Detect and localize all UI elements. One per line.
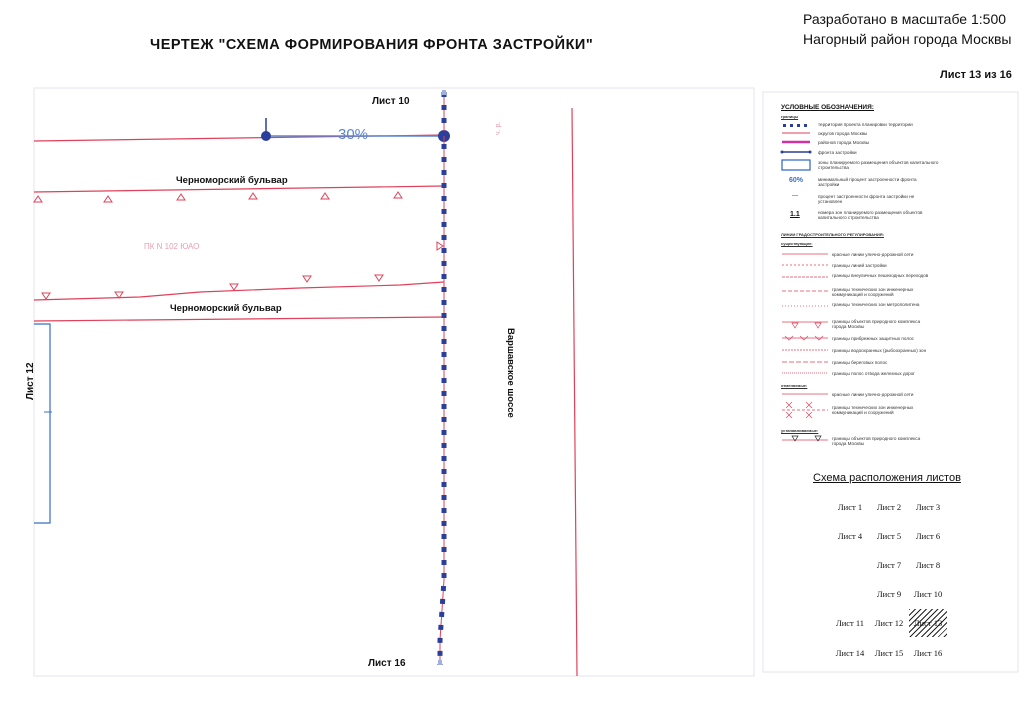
legend-section-established: устанавливаемые: bbox=[781, 428, 819, 433]
legend-reg-item: красные линии улично-дорожной сети bbox=[832, 252, 914, 257]
sheet-scheme-grid bbox=[831, 493, 950, 669]
legend-symbol-front bbox=[781, 151, 812, 154]
legend-item: округов города Москвы bbox=[818, 131, 868, 136]
sheet-number: Лист 13 из 16 bbox=[940, 69, 1012, 81]
legend-reg-item: границы прибрежных защитных полос bbox=[832, 336, 914, 341]
sheet-cell: Лист 9 bbox=[876, 589, 902, 599]
legend-item: минимальный процент застроенности фронта застройки bbox=[818, 177, 917, 188]
map-frame bbox=[34, 88, 754, 676]
legend-reg-item: границы береговых полос bbox=[832, 360, 888, 365]
red-line-boulevard-upper bbox=[34, 186, 444, 192]
legend-group-boundaries: границы bbox=[781, 114, 799, 119]
pk-label: ПК N 102 ЮАО bbox=[144, 242, 200, 251]
red-line-lower bbox=[34, 317, 444, 321]
sheet-scheme-title: Схема расположения листов bbox=[813, 472, 961, 484]
legend-symbols bbox=[781, 124, 829, 441]
planning-territory-boundary bbox=[440, 92, 444, 665]
legend-reg-item: границы технических зон инженерных коммуникаций и сооружений bbox=[832, 287, 914, 298]
legend-item: районов города Москвы bbox=[818, 140, 870, 145]
legend-symbol-territory bbox=[783, 124, 807, 127]
drawing-title: ЧЕРТЕЖ "СХЕМА ФОРМИРОВАНИЯ ФРОНТА ЗАСТРОЙКИ" bbox=[150, 37, 594, 53]
legend-title: УСЛОВНЫЕ ОБОЗНАЧЕНИЯ: bbox=[781, 104, 874, 111]
legend-est-item: границы объектов природного комплекса города Москвы bbox=[832, 436, 921, 447]
legend-reg-item: границы внеуличных пешеходных переходов bbox=[832, 273, 929, 278]
red-line-highway-east bbox=[572, 108, 577, 676]
boundary-end-top bbox=[442, 90, 446, 95]
legend-item: фронта застройки bbox=[818, 150, 857, 155]
nature-boundary-upper-marks bbox=[34, 192, 443, 250]
legend-cancel-item: границы технических зон инженерных коммуникаций и сооружений bbox=[832, 405, 914, 416]
sheet-cell: Лист 5 bbox=[876, 531, 902, 541]
legend-number-sample: 1.1 bbox=[790, 211, 800, 218]
legend-section-regulation: ЛИНИИ ГРАДОСТРОИТЕЛЬНОГО РЕГУЛИРОВАНИЯ: bbox=[781, 232, 884, 237]
sheet-cell: Лист 1 bbox=[837, 502, 863, 512]
small-mark: ч. р. bbox=[495, 121, 502, 135]
sheet-cell: Лист 6 bbox=[915, 531, 941, 541]
legend-percent-sample: 60% bbox=[789, 177, 804, 184]
legend-reg-item: границы полос отвода железных дорог bbox=[832, 371, 915, 376]
boundary-end-bottom bbox=[438, 660, 442, 665]
legend-symbol-zone bbox=[782, 160, 810, 170]
legend-reg-item: границы линий застройки bbox=[832, 263, 887, 268]
legend-section-cancelled: отменяемые: bbox=[781, 383, 808, 388]
sheet-cell: Лист 14 bbox=[835, 648, 865, 658]
front-node-left bbox=[261, 131, 271, 141]
sheet-cell: Лист 11 bbox=[835, 618, 865, 628]
boulevard-lower-label: Черноморский бульвар bbox=[170, 303, 282, 314]
sheet-cell: Лист 12 bbox=[874, 618, 904, 628]
district-note: Нагорный район города Москвы bbox=[803, 31, 1012, 47]
zone-boundary-left bbox=[34, 324, 50, 523]
legend-cancel-item: красные линии улично-дорожной сети bbox=[832, 392, 914, 397]
sheet-cell: Лист 8 bbox=[915, 560, 941, 570]
sheet-cell: Лист 2 bbox=[876, 502, 902, 512]
boulevard-upper-label: Черноморский бульвар bbox=[176, 175, 288, 186]
legend-item: зоны планируемого размещения объектов капитального строительства bbox=[818, 160, 939, 171]
legend-item: номера зон планируемого размещения объектов капитального строительства bbox=[818, 210, 923, 221]
legend-symbol-lines bbox=[782, 254, 828, 440]
red-line-boulevard-lower bbox=[34, 282, 444, 300]
sheet-top-label: Лист 10 bbox=[372, 96, 410, 107]
legend-reg-item: границы технических зон метрополитена bbox=[832, 302, 920, 307]
legend-item: процент застроенности фронта застройки не установлен bbox=[818, 194, 915, 205]
legend-item: территория проекта планировки территории bbox=[818, 122, 913, 127]
sheet-cell: Лист 16 bbox=[913, 648, 943, 658]
percent-label: 30% bbox=[338, 126, 369, 143]
legend-symbol-marks bbox=[785, 323, 823, 441]
sheet-cell: Лист 7 bbox=[876, 560, 902, 570]
legend-section-existing: существующие: bbox=[781, 241, 813, 246]
sheet-cell: Лист 10 bbox=[913, 589, 943, 599]
sheet-left-label: Лист 12 bbox=[25, 362, 36, 400]
scale-note: Разработано в масштабе 1:500 bbox=[803, 11, 1007, 27]
sheet-bottom-label: Лист 16 bbox=[368, 658, 406, 669]
sheet-cell-current: Лист 13 bbox=[909, 609, 947, 637]
sheet-cell: Лист 4 bbox=[837, 531, 863, 541]
sheet-cell: Лист 15 bbox=[874, 648, 904, 658]
highway-label: Варшавское шоссе bbox=[505, 328, 516, 418]
legend-dash-sample: — bbox=[792, 193, 798, 199]
legend-reg-item: границы водоохранных (рыбоохранных) зон bbox=[832, 348, 927, 353]
sheet-cell: Лист 3 bbox=[915, 502, 941, 512]
legend-reg-item: границы объектов природного комплекса города Москвы bbox=[832, 319, 921, 330]
